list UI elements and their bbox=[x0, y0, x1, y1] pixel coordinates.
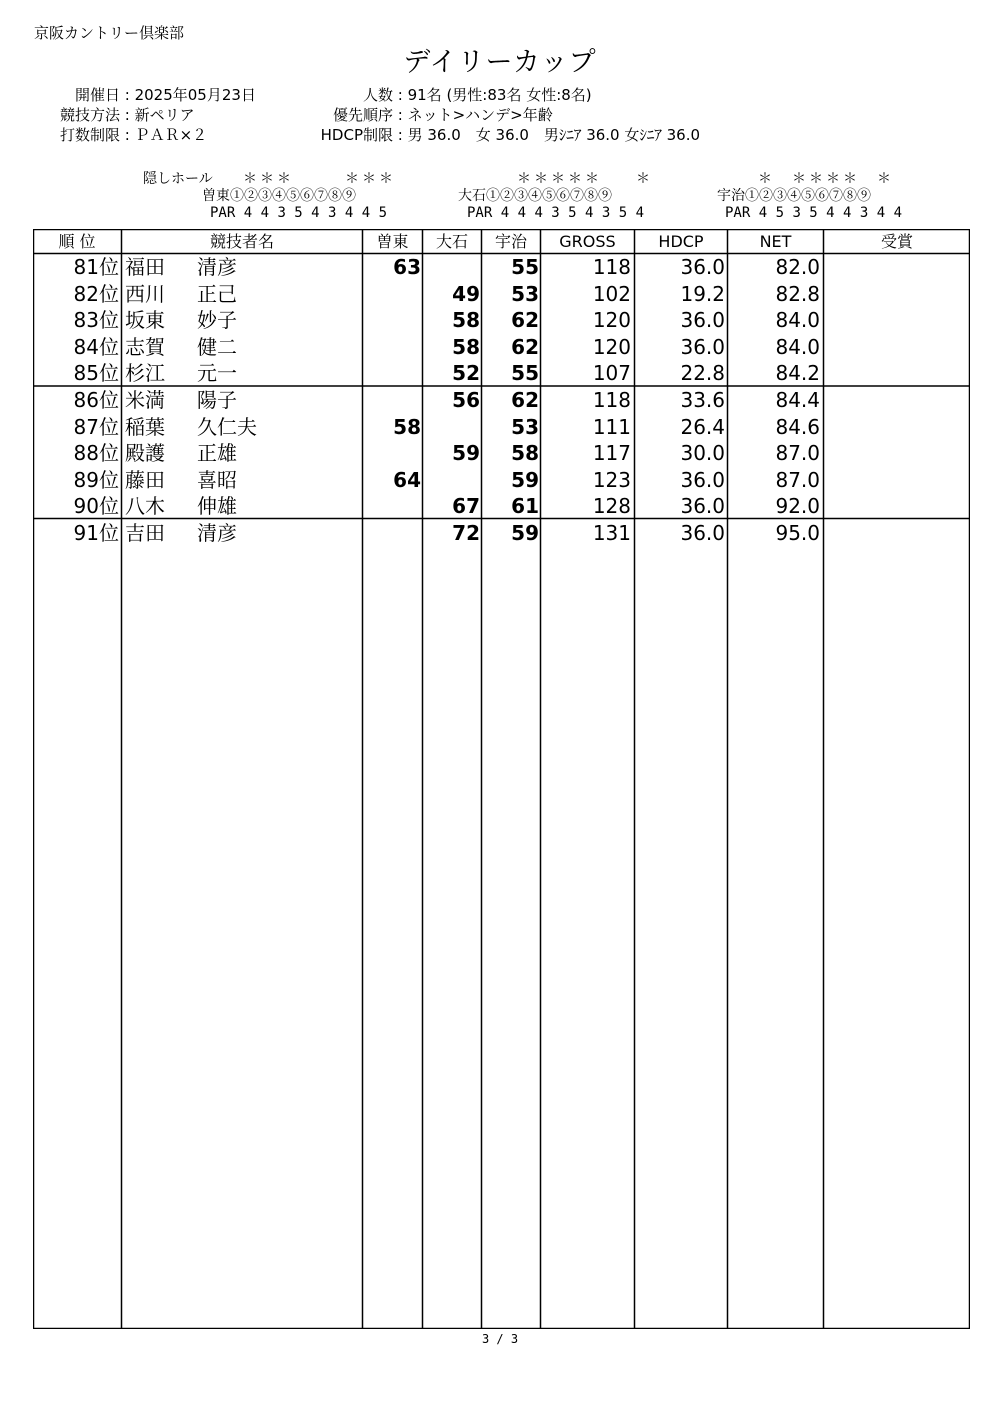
hidden-marks-ooishi: ＊＊＊＊＊ ＊ bbox=[500, 171, 653, 187]
hole-numbers-sotou: ①②③④⑤⑥⑦⑧⑨ bbox=[230, 188, 356, 204]
player-name bbox=[125, 387, 237, 414]
par-label: PAR bbox=[210, 205, 236, 221]
date-value: 2025年05月23日 bbox=[134, 86, 256, 104]
player-name bbox=[125, 281, 237, 308]
player-name bbox=[125, 307, 237, 334]
hidden-holes-label: 隠しホール bbox=[143, 171, 213, 187]
score-ooishi bbox=[423, 414, 480, 441]
method-label: 競技方法 bbox=[59, 106, 120, 124]
hdcp-cell: 19.2 bbox=[680, 281, 725, 306]
net-cell: 87.0 bbox=[775, 467, 820, 492]
hdcp-cell: 33.6 bbox=[680, 388, 725, 412]
award-cell bbox=[827, 440, 967, 467]
last-name: 福田 bbox=[125, 255, 165, 279]
net-cell: 84.0 bbox=[775, 308, 820, 332]
rank-cell: 85位 bbox=[73, 361, 119, 385]
priority-label: 優先順序 bbox=[332, 106, 393, 124]
first-name: 喜昭 bbox=[197, 467, 237, 492]
score-sotou: 64 bbox=[393, 467, 421, 492]
table-row bbox=[33, 254, 970, 281]
player-name bbox=[125, 254, 237, 281]
last-name: 藤田 bbox=[125, 467, 165, 492]
hdcp-cell: 36.0 bbox=[680, 308, 725, 332]
last-name: 吉田 bbox=[125, 521, 165, 545]
rank-cell: 82位 bbox=[73, 281, 119, 306]
info-count: 人数 : 91名 (男性:83名 女性:8名) bbox=[300, 85, 592, 105]
player-name bbox=[125, 520, 237, 547]
gross-cell: 131 bbox=[592, 521, 631, 545]
col-header-sotou: 曽東 bbox=[376, 232, 409, 251]
first-name: 正雄 bbox=[197, 441, 237, 465]
last-name: 志賀 bbox=[125, 334, 165, 359]
hdcp-cell: 36.0 bbox=[680, 255, 725, 279]
first-name: 健二 bbox=[197, 334, 237, 359]
results-table bbox=[33, 229, 970, 1329]
last-name: 西川 bbox=[125, 281, 165, 306]
net-cell: 95.0 bbox=[775, 521, 820, 545]
last-name: 坂東 bbox=[125, 308, 165, 332]
score-uji: 53 bbox=[511, 414, 539, 439]
score-uji: 55 bbox=[511, 361, 539, 385]
par-row-sotou bbox=[210, 205, 387, 222]
hdcp-cell: 36.0 bbox=[680, 521, 725, 545]
net-cell: 84.4 bbox=[775, 388, 820, 412]
col-header-gross: GROSS bbox=[559, 232, 616, 251]
gross-cell: 120 bbox=[592, 308, 631, 332]
gross-cell: 128 bbox=[592, 494, 631, 518]
limit-label: 打数制限 bbox=[59, 126, 120, 144]
info-date: 開催日 : 2025年05月23日 bbox=[40, 85, 256, 105]
page-number: 3 / 3 bbox=[481, 1332, 519, 1346]
hdcp-label: HDCP制限 bbox=[320, 126, 393, 144]
par-values-ooishi: 4 4 4 3 5 4 3 5 4 bbox=[500, 205, 645, 221]
score-uji: 58 bbox=[511, 441, 539, 465]
score-uji: 59 bbox=[511, 521, 539, 545]
info-hdcp: HDCP制限 : 男 36.0 女 36.0 男ｼﾆｱ 36.0 女ｼﾆｱ 36.0 bbox=[300, 125, 700, 145]
hole-numbers-uji: ①②③④⑤⑥⑦⑧⑨ bbox=[745, 188, 871, 204]
award-cell bbox=[827, 520, 967, 547]
date-label: 開催日 bbox=[74, 86, 120, 104]
col-header-rank: 順 位 bbox=[58, 232, 96, 251]
award-cell bbox=[827, 360, 967, 387]
hidden-marks-sotou: ＊＊＊ ＊＊＊ bbox=[243, 171, 396, 187]
net-cell: 84.2 bbox=[775, 361, 820, 385]
score-ooishi: 59 bbox=[452, 441, 480, 465]
rank-cell: 87位 bbox=[73, 414, 119, 439]
score-uji: 62 bbox=[511, 388, 539, 412]
player-name bbox=[125, 493, 237, 520]
hdcp-cell: 30.0 bbox=[680, 441, 725, 465]
first-name: 伸雄 bbox=[197, 494, 237, 518]
par-values-sotou: 4 4 3 5 4 3 4 4 5 bbox=[243, 205, 388, 221]
hdcp-cell: 36.0 bbox=[680, 494, 725, 518]
score-ooishi: 58 bbox=[452, 334, 480, 359]
gross-cell: 123 bbox=[592, 467, 631, 492]
last-name: 杉江 bbox=[125, 361, 165, 385]
table-row bbox=[33, 493, 970, 520]
score-uji: 53 bbox=[511, 281, 539, 306]
score-sotou bbox=[363, 493, 421, 520]
hdcp-cell: 22.8 bbox=[680, 361, 725, 385]
course-name-ooishi: 大石 bbox=[458, 188, 486, 204]
first-name: 久仁夫 bbox=[197, 414, 257, 439]
table-row bbox=[33, 334, 970, 361]
hdcp-cell: 26.4 bbox=[680, 414, 725, 439]
hdcp-cell: 36.0 bbox=[680, 334, 725, 359]
player-name bbox=[125, 334, 237, 361]
net-cell: 82.8 bbox=[775, 281, 820, 306]
rank-cell: 84位 bbox=[73, 334, 119, 359]
first-name: 正己 bbox=[197, 281, 237, 306]
course-name-sotou: 曽東 bbox=[202, 188, 230, 204]
score-sotou: 63 bbox=[393, 255, 421, 279]
player-name bbox=[125, 467, 237, 494]
score-ooishi bbox=[423, 254, 480, 281]
score-sotou bbox=[363, 360, 421, 387]
last-name: 殿護 bbox=[125, 441, 165, 465]
score-ooishi: 52 bbox=[452, 361, 480, 385]
gross-cell: 111 bbox=[592, 414, 631, 439]
par-row-ooishi bbox=[467, 205, 644, 222]
table-row bbox=[33, 467, 970, 494]
col-header-net: NET bbox=[759, 232, 792, 251]
page-title: デイリーカップ bbox=[403, 47, 597, 78]
table-row bbox=[33, 281, 970, 308]
net-cell: 84.0 bbox=[775, 334, 820, 359]
course-ooishi-holes bbox=[458, 188, 612, 205]
par-label: PAR bbox=[467, 205, 493, 221]
last-name: 米満 bbox=[125, 388, 165, 412]
score-ooishi: 56 bbox=[452, 388, 480, 412]
table-row bbox=[33, 387, 970, 414]
first-name: 清彦 bbox=[197, 255, 237, 279]
score-sotou bbox=[363, 307, 421, 334]
rank-cell: 90位 bbox=[73, 494, 119, 518]
col-header-award: 受賞 bbox=[880, 232, 913, 251]
award-cell bbox=[827, 387, 967, 414]
par-values-uji: 4 5 3 5 4 4 3 4 4 bbox=[758, 205, 903, 221]
rank-cell: 81位 bbox=[73, 255, 119, 279]
rank-cell: 83位 bbox=[73, 308, 119, 332]
last-name: 八木 bbox=[125, 494, 165, 518]
net-cell: 92.0 bbox=[775, 494, 820, 518]
info-priority: 優先順序 : ネット>ハンデ>年齢 bbox=[300, 105, 553, 125]
rank-cell: 89位 bbox=[73, 467, 119, 492]
net-cell: 84.6 bbox=[775, 414, 820, 439]
table-row bbox=[33, 520, 970, 547]
net-cell: 87.0 bbox=[775, 441, 820, 465]
award-cell bbox=[827, 281, 967, 308]
score-uji: 62 bbox=[511, 334, 539, 359]
score-sotou bbox=[363, 520, 421, 547]
col-header-ooishi: 大石 bbox=[435, 232, 468, 251]
score-ooishi: 49 bbox=[452, 281, 480, 306]
player-name bbox=[125, 360, 237, 387]
net-cell: 82.0 bbox=[775, 255, 820, 279]
hdcp-value: 男 36.0 女 36.0 男ｼﾆｱ 36.0 女ｼﾆｱ 36.0 bbox=[407, 126, 701, 144]
rank-cell: 88位 bbox=[73, 441, 119, 465]
award-cell bbox=[827, 493, 967, 520]
limit-value: ＰＡＲ×２ bbox=[134, 126, 208, 144]
score-ooishi bbox=[423, 467, 480, 494]
hole-numbers-ooishi: ①②③④⑤⑥⑦⑧⑨ bbox=[486, 188, 612, 204]
table-row bbox=[33, 440, 970, 467]
hidden-marks-uji: ＊ ＊＊＊＊ ＊ bbox=[758, 171, 894, 187]
award-cell bbox=[827, 307, 967, 334]
par-row-uji bbox=[725, 205, 902, 222]
score-sotou: 58 bbox=[393, 414, 421, 439]
club-name: 京阪カントリー倶楽部 bbox=[34, 24, 185, 42]
score-uji: 61 bbox=[511, 494, 539, 518]
col-header-uji: 宇治 bbox=[494, 232, 527, 251]
count-value: 91名 (男性:83名 女性:8名) bbox=[407, 86, 592, 104]
score-sotou bbox=[363, 334, 421, 361]
award-cell bbox=[827, 467, 967, 494]
first-name: 元一 bbox=[197, 361, 237, 385]
score-uji: 59 bbox=[511, 467, 539, 492]
score-uji: 62 bbox=[511, 308, 539, 332]
table-row bbox=[33, 414, 970, 441]
score-sotou bbox=[363, 387, 421, 414]
score-uji: 55 bbox=[511, 255, 539, 279]
priority-value: ネット>ハンデ>年齢 bbox=[407, 106, 553, 124]
info-limit: 打数制限 : ＰＡＲ×２ bbox=[40, 125, 207, 145]
gross-cell: 118 bbox=[592, 388, 631, 412]
table-row bbox=[33, 360, 970, 387]
hdcp-cell: 36.0 bbox=[680, 467, 725, 492]
last-name: 稲葉 bbox=[125, 414, 165, 439]
col-header-hdcp: HDCP bbox=[658, 232, 704, 251]
method-value: 新ペリア bbox=[134, 106, 195, 124]
gross-cell: 117 bbox=[592, 441, 631, 465]
award-cell bbox=[827, 334, 967, 361]
score-sotou bbox=[363, 281, 421, 308]
score-sotou bbox=[363, 440, 421, 467]
player-name bbox=[125, 414, 257, 441]
score-ooishi: 72 bbox=[452, 521, 480, 545]
count-label: 人数 bbox=[362, 86, 393, 104]
rank-cell: 91位 bbox=[73, 521, 119, 545]
course-sotou-holes bbox=[202, 188, 356, 205]
rank-cell: 86位 bbox=[73, 388, 119, 412]
first-name: 清彦 bbox=[197, 521, 237, 545]
award-cell bbox=[827, 254, 967, 281]
score-ooishi: 58 bbox=[452, 308, 480, 332]
course-name-uji: 宇治 bbox=[717, 188, 745, 204]
player-name bbox=[125, 440, 237, 467]
gross-cell: 102 bbox=[592, 281, 631, 306]
gross-cell: 107 bbox=[592, 361, 631, 385]
first-name: 妙子 bbox=[197, 308, 237, 332]
col-header-player: 競技者名 bbox=[209, 232, 274, 251]
gross-cell: 120 bbox=[592, 334, 631, 359]
first-name: 陽子 bbox=[197, 388, 237, 412]
gross-cell: 118 bbox=[592, 255, 631, 279]
score-ooishi: 67 bbox=[452, 494, 480, 518]
table-row bbox=[33, 307, 970, 334]
award-cell bbox=[827, 414, 967, 441]
par-label: PAR bbox=[725, 205, 751, 221]
course-uji-holes bbox=[717, 188, 871, 205]
info-method: 競技方法 : 新ペリア bbox=[40, 105, 195, 125]
